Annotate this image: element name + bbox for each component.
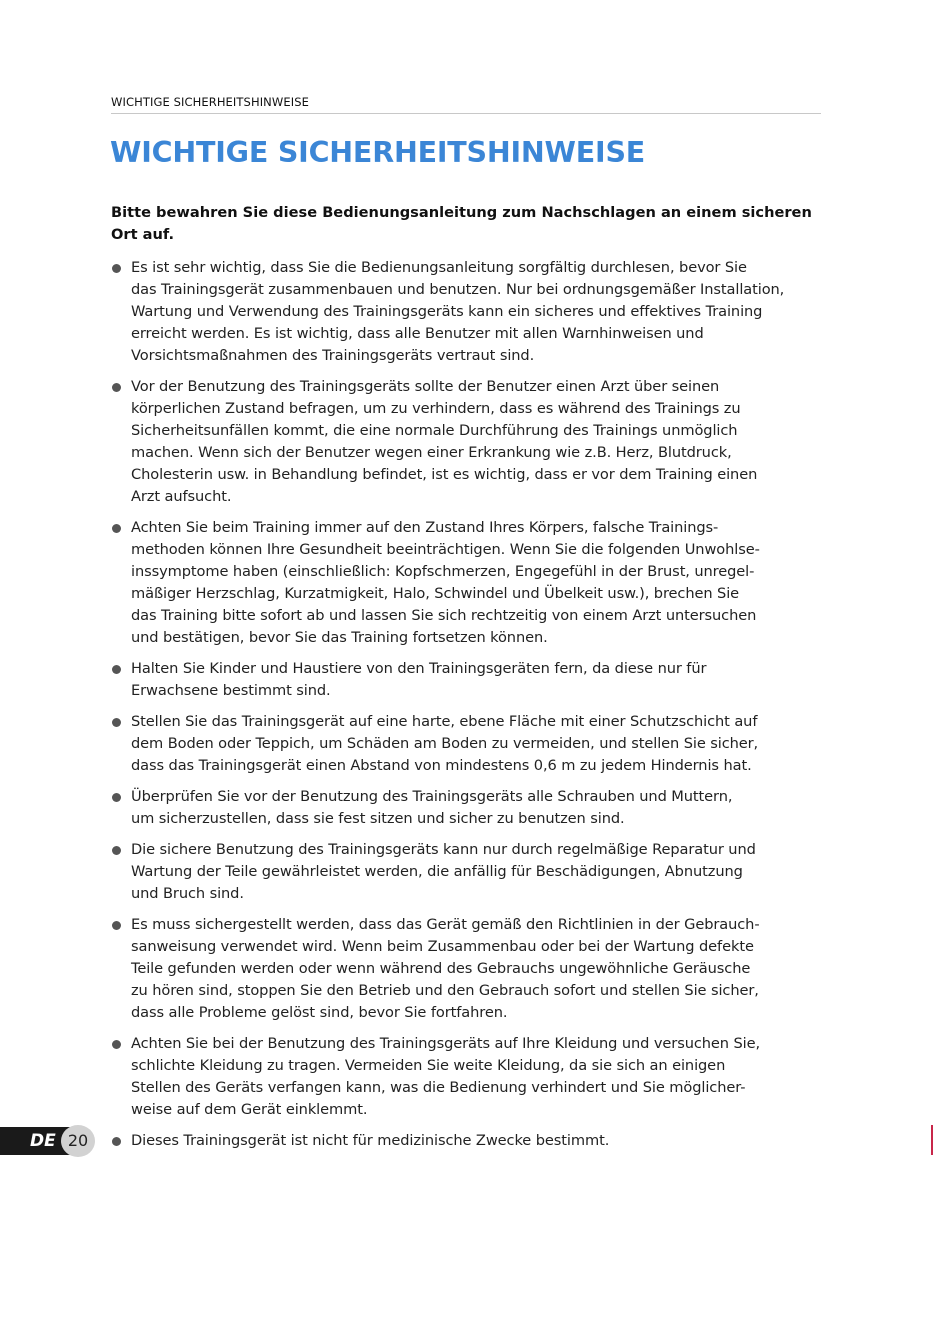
safety-item-consult-doctor xyxy=(111,376,871,508)
intro-line: Bitte bewahren Sie diese Bedienungsanleitung zum Nachschlagen an einem sicheren xyxy=(111,204,812,221)
item-line: dass alle Probleme gelöst sind, bevor Sie fortfahren. xyxy=(131,1004,508,1021)
item-line: körperlichen Zustand befragen, um zu verhindern, dass es während des Trainings zu xyxy=(131,400,741,417)
item-line: dem Boden oder Teppich, um Schäden am Boden zu vermeiden, und stellen Sie sicher, xyxy=(131,735,759,752)
item-line: Wartung und Verwendung des Trainingsgeräts kann ein sicheres und effektives Training xyxy=(131,303,763,320)
item-line: sanweisung verwendet wird. Wenn beim Zusammenbau oder bei der Wartung defekte xyxy=(131,938,754,955)
item-line: Achten Sie beim Training immer auf den Zustand Ihres Körpers, falsche Trainings- xyxy=(131,519,719,536)
page-title: WICHTIGE SICHERHEITSHINWEISE xyxy=(110,136,646,169)
item-line: Teile gefunden werden oder wenn während des Gebrauchs ungewöhnliche Geräusche xyxy=(131,960,751,977)
item-line: schlichte Kleidung zu tragen. Vermeiden Sie weite Kleidung, da sie sich an einigen xyxy=(131,1057,726,1074)
safety-item-placement xyxy=(111,711,871,777)
intro-line: Ort auf. xyxy=(111,226,174,243)
item-line: Dieses Trainingsgerät ist nicht für medizinische Zwecke bestimmt. xyxy=(131,1132,610,1149)
item-line: Cholesterin usw. in Behandlung befindet, ist es wichtig, dass er vor dem Training einen xyxy=(131,466,758,483)
header-divider xyxy=(111,113,821,114)
intro-text xyxy=(111,202,831,246)
item-line: das Training bitte sofort ab und lassen Sie sich rechtzeitig von einem Arzt untersuchen xyxy=(131,607,757,624)
edge-marker xyxy=(931,1125,933,1155)
item-line: weise auf dem Gerät einklemmt. xyxy=(131,1101,368,1118)
bullet-dot-icon xyxy=(112,793,121,802)
bullet-dot-icon xyxy=(112,1137,121,1146)
item-line: erreicht werden. Es ist wichtig, dass alle Benutzer mit allen Warnhinweisen und xyxy=(131,325,704,342)
item-line: machen. Wenn sich der Benutzer wegen einer Erkrankung wie z.B. Herz, Blutdruck, xyxy=(131,444,732,461)
item-line: Vor der Benutzung des Trainingsgeräts sollte der Benutzer einen Arzt über seinen xyxy=(131,378,720,395)
item-line: Es ist sehr wichtig, dass Sie die Bedienungsanleitung sorgfältig durchlesen, bevor Sie xyxy=(131,259,747,276)
page-number: 20 xyxy=(67,1131,89,1150)
item-line: das Trainingsgerät zusammenbauen und benutzen. Nur bei ordnungsgemäßer Installation, xyxy=(131,281,785,298)
bullet-dot-icon xyxy=(112,846,121,855)
item-line: um sicherzustellen, dass sie fest sitzen und sicher zu benutzen sind. xyxy=(131,810,625,827)
item-line: mäßiger Herzschlag, Kurzatmigkeit, Halo, Schwindel und Übelkeit usw.), brechen Sie xyxy=(131,585,740,602)
item-line: inssymptome haben (einschließlich: Kopfschmerzen, Engegefühl in der Brust, unregel- xyxy=(131,563,755,580)
item-line: Überprüfen Sie vor der Benutzung des Trainingsgeräts alle Schrauben und Muttern, xyxy=(131,788,733,805)
safety-item-body-condition xyxy=(111,517,871,649)
item-line: methoden können Ihre Gesundheit beeinträchtigen. Wenn Sie die folgenden Unwohlse- xyxy=(131,541,760,558)
language-label: DE xyxy=(30,1131,56,1151)
safety-item-not-medical xyxy=(111,1130,871,1152)
item-line: Sicherheitsunfällen kommt, die eine normale Durchführung des Trainings unmöglich xyxy=(131,422,738,439)
item-line: zu hören sind, stoppen Sie den Betrieb und den Gebrauch sofort und stellen Sie sicher, xyxy=(131,982,759,999)
item-line: und Bruch sind. xyxy=(131,885,244,902)
bullet-dot-icon xyxy=(112,383,121,392)
safety-item-read-manual xyxy=(111,257,871,367)
safety-item-maintenance xyxy=(111,839,871,905)
item-line: und bestätigen, bevor Sie das Training fortsetzen können. xyxy=(131,629,548,646)
bullet-dot-icon xyxy=(112,524,121,533)
bullet-dot-icon xyxy=(112,921,121,930)
item-line: Stellen des Geräts verfangen kann, was die Bedienung verhindert und Sie möglicher- xyxy=(131,1079,746,1096)
safety-item-clothing xyxy=(111,1033,871,1121)
bullet-dot-icon xyxy=(112,1040,121,1049)
item-line: dass das Trainingsgerät einen Abstand von mindestens 0,6 m zu jedem Hindernis hat. xyxy=(131,757,752,774)
bullet-dot-icon xyxy=(112,718,121,727)
safety-item-check-screws xyxy=(111,786,871,830)
item-line: Arzt aufsucht. xyxy=(131,488,232,505)
bullet-dot-icon xyxy=(112,665,121,674)
item-line: Vorsichtsmaßnahmen des Trainingsgeräts vertraut sind. xyxy=(131,347,535,364)
safety-item-children-pets xyxy=(111,658,871,702)
item-line: Achten Sie bei der Benutzung des Trainingsgeräts auf Ihre Kleidung und versuchen Sie, xyxy=(131,1035,761,1052)
item-line: Es muss sichergestellt werden, dass das Gerät gemäß den Richtlinien in der Gebrauch- xyxy=(131,916,760,933)
safety-item-follow-guidelines xyxy=(111,914,871,1024)
running-header: WICHTIGE SICHERHEITSHINWEISE xyxy=(111,95,309,109)
item-line: Wartung der Teile gewährleistet werden, die anfällig für Beschädigungen, Abnutzung xyxy=(131,863,743,880)
bullet-dot-icon xyxy=(112,264,121,273)
item-line: Halten Sie Kinder und Haustiere von den Trainingsgeräten fern, da diese nur für xyxy=(131,660,707,677)
item-line: Die sichere Benutzung des Trainingsgeräts kann nur durch regelmäßige Reparatur und xyxy=(131,841,756,858)
item-line: Stellen Sie das Trainingsgerät auf eine harte, ebene Fläche mit einer Schutzschicht auf xyxy=(131,713,758,730)
safety-list xyxy=(111,257,871,1161)
item-line: Erwachsene bestimmt sind. xyxy=(131,682,331,699)
